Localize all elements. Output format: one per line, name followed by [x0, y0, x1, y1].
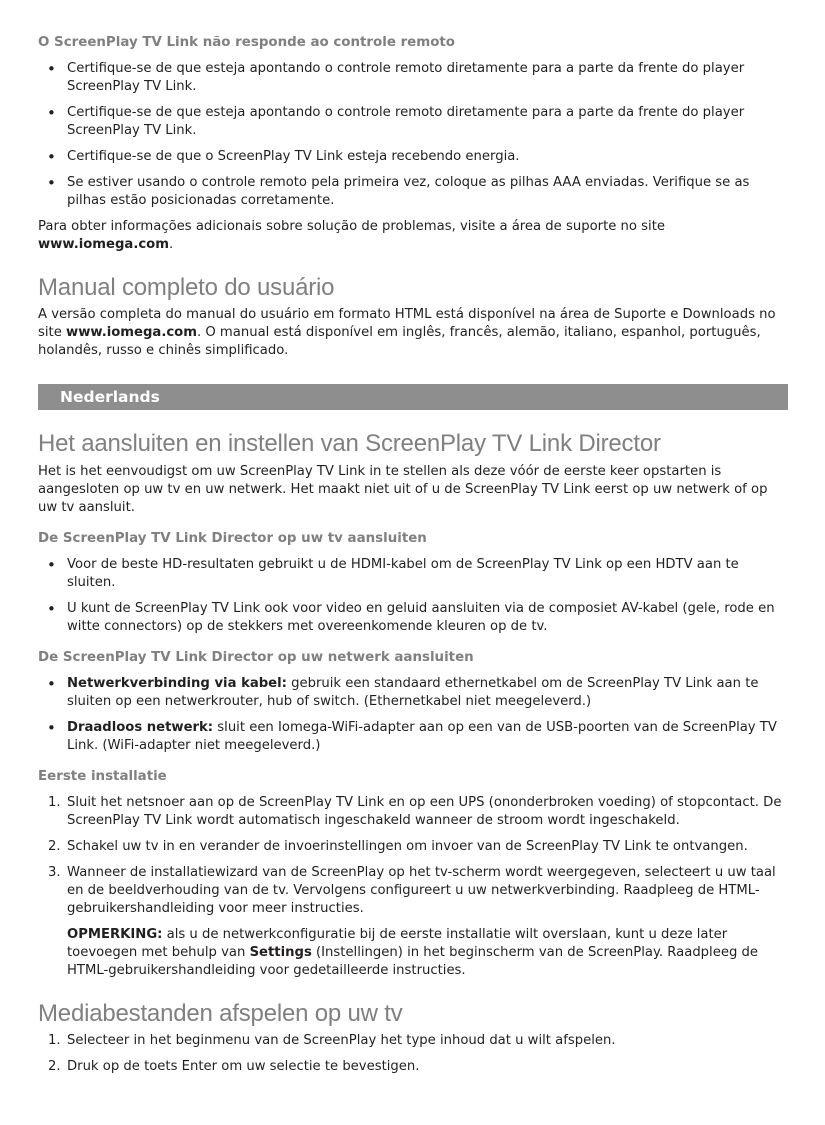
list-item: 2. Schakel uw tv in en verander de invoerinstellingen om invoer van de ScreenPlay TV Link te ontvangen.: [48, 839, 748, 854]
support-paragraph: Para obter informações adicionais sobre solução de problemas, visite a área de suporte no site www.iomega.com.: [38, 219, 665, 252]
list-item: 3. Wanneer de installatiewizard van de ScreenPlay op het tv-scherm wordt weergegeven, selecteert u uw taal en de beeldverhouding van de tv. Vervolgens configureert u uw netwerkverbinding. Raadpleeg de HTML-gebruikershandleiding voor meer instructies.: [48, 865, 776, 916]
media-title: Mediabestanden afspelen op uw tv: [38, 1000, 403, 1027]
install-note: OPMERKING: als u de netwerkconfiguratie bij de eerste installatie wilt overslaan, kunt u deze later toevoegen met behulp van Settings (Instellingen) in het beginscherm van de ScreenPlay. Raadpleeg de HTML-gebruikershandleiding voor gedetailleerde instructies.: [67, 927, 758, 978]
install-list: [38, 794, 788, 918]
settings-term: Settings: [249, 945, 312, 960]
manual-link[interactable]: www.iomega.com: [66, 325, 197, 340]
bullet-icon: •: [47, 174, 56, 192]
list-item: • Draadloos netwerk: sluit een Iomega-WiFi-adapter aan op een van de USB-poorten van de ScreenPlay TV Link. (WiFi-adapter niet meegeleverd.): [47, 719, 777, 753]
list-item: • U kunt de ScreenPlay TV Link ook voor video en geluid aansluiten via de composiet AV-kabel (gele, rode en witte connectors) op de stekkers met overeenkomende kleuren op de tv.: [47, 600, 775, 634]
step-number: 2.: [48, 839, 61, 854]
bullet-icon: •: [47, 675, 56, 693]
manual-paragraph: A versão completa do manual do usuário em formato HTML está disponível na área de Suporte e Downloads no site www.iomega.com. O manual está disponível em inglês, francês, alemão, italiano, espanhol, português, holandês, russo e chinês simplificado.: [38, 307, 776, 358]
language-bar: [38, 384, 788, 410]
support-link[interactable]: www.iomega.com: [38, 237, 169, 252]
bullet-icon: •: [47, 60, 56, 78]
bullet-icon: •: [47, 104, 56, 122]
remote-list: [38, 60, 788, 210]
bullet-icon: •: [47, 719, 56, 737]
step-number: 1.: [48, 795, 61, 810]
list-item: 1. Sluit het netsnoer aan op de ScreenPlay TV Link en op een UPS (ononderbroken voeding) of stopcontact. De ScreenPlay TV Link wordt automatisch ingeschakeld wanneer de stroom wordt ingeschakeld.: [48, 795, 782, 828]
list-item: 1. Selecteer in het beginmenu van de ScreenPlay het type inhoud dat u wilt afspelen.: [48, 1033, 616, 1048]
bullet-icon: •: [47, 148, 56, 166]
step-number: 1.: [48, 1033, 61, 1048]
list-item: 2. Druk op de toets Enter om uw selectie te bevestigen.: [48, 1059, 420, 1074]
step-number: 2.: [48, 1059, 61, 1074]
nl-intro: Het is het eenvoudigst om uw ScreenPlay TV Link in te stellen als deze vóór de eerste keer opstarten is aangesloten op uw tv en uw netwerk. Het maakt niet uit of u de ScreenPlay TV Link eerst op uw netwerk of op uw tv aansluit.: [38, 464, 768, 515]
tv-heading: De ScreenPlay TV Link Director op uw tv aansluiten: [38, 531, 427, 546]
list-item: • Netwerkverbinding via kabel: gebruik een standaard ethernetkabel om de ScreenPlay TV Link aan te sluiten op een netwerkrouter, hub of switch. (Ethernetkabel niet meegeleverd.): [47, 675, 759, 709]
document-page: [38, 34, 788, 1076]
bullet-icon: •: [47, 556, 56, 574]
net-list: [38, 675, 788, 755]
note-label: OPMERKING:: [67, 927, 163, 942]
manual-title: Manual completo do usuário: [38, 274, 335, 301]
bullet-icon: •: [47, 600, 56, 618]
tv-list: [38, 556, 788, 636]
nl-title: Het aansluiten en instellen van ScreenPlay TV Link Director: [38, 430, 661, 457]
list-item: • Se estiver usando o controle remoto pela primeira vez, coloque as pilhas AAA enviadas. Verifique se as pilhas estão posicionadas corretamente.: [47, 174, 750, 208]
step-number: 3.: [48, 865, 61, 880]
language-label: Nederlands: [60, 388, 160, 406]
remote-heading: O ScreenPlay TV Link não responde ao controle remoto: [38, 35, 456, 50]
list-item: • Certifique-se de que o ScreenPlay TV Link esteja recebendo energia.: [47, 148, 520, 166]
list-item: • Voor de beste HD-resultaten gebruikt u de HDMI-kabel om de ScreenPlay TV Link op een HDTV aan te sluiten.: [47, 556, 739, 590]
list-item: • Certifique-se de que esteja apontando o controle remoto diretamente para a parte da frente do player ScreenPlay TV Link.: [47, 104, 745, 138]
install-heading: Eerste installatie: [38, 769, 167, 784]
list-item: • Certifique-se de que esteja apontando o controle remoto diretamente para a parte da frente do player ScreenPlay TV Link.: [47, 60, 745, 94]
media-list: [38, 1032, 788, 1076]
net-heading: De ScreenPlay TV Link Director op uw netwerk aansluiten: [38, 650, 474, 665]
